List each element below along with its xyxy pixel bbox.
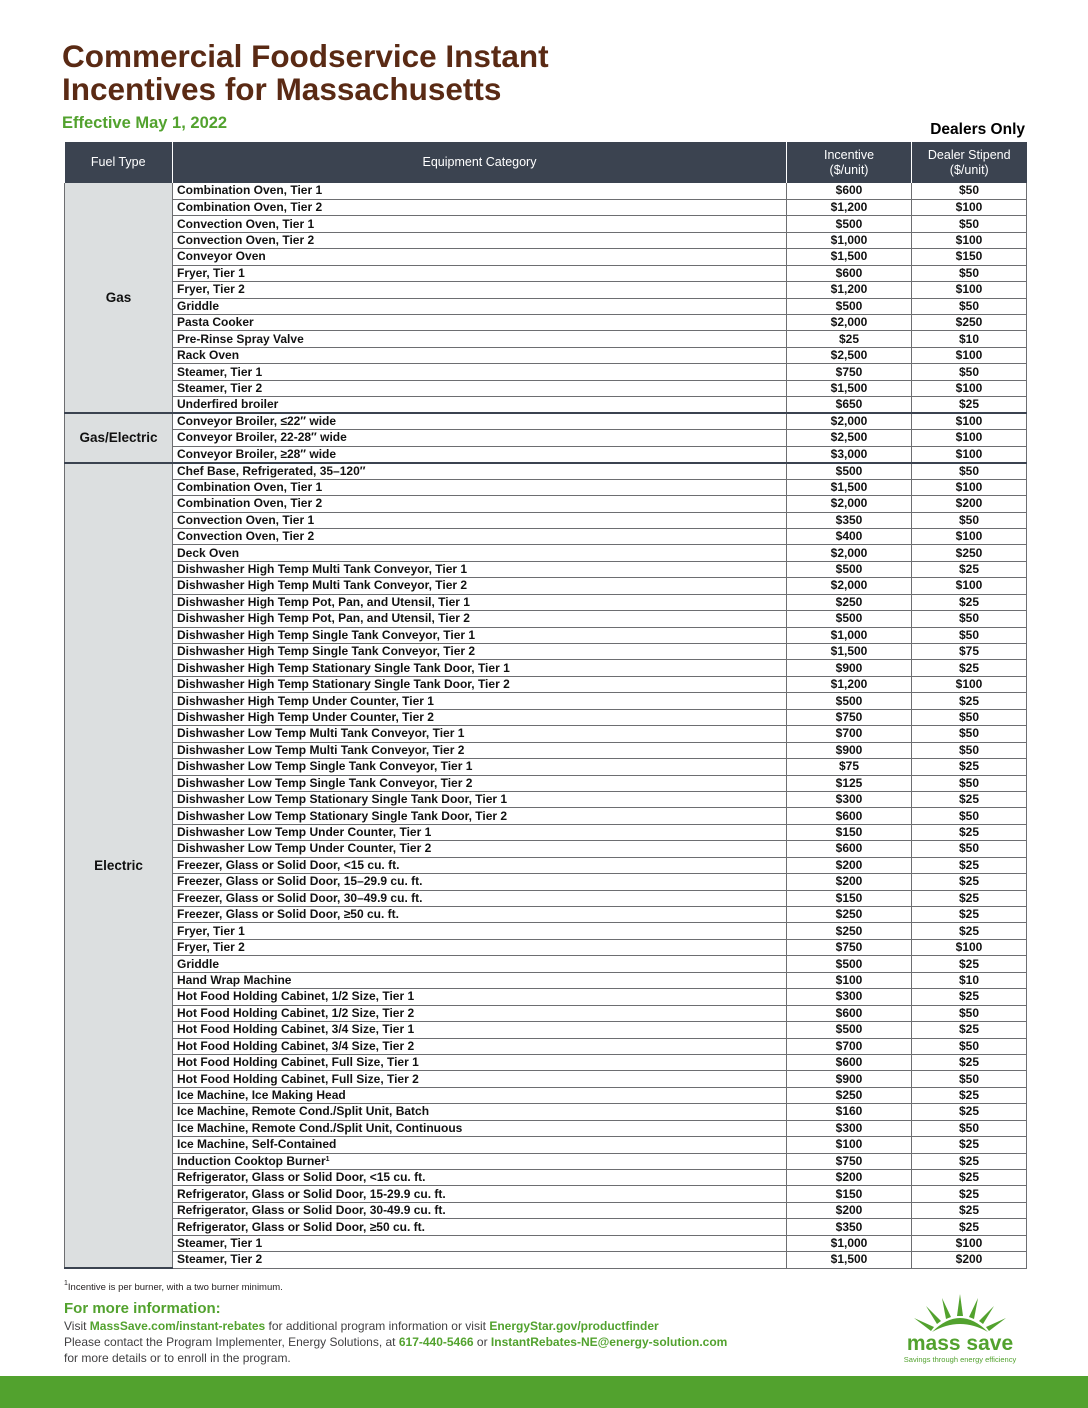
energystar-link[interactable]: EnergyStar.gov/productfinder: [489, 1319, 659, 1333]
equipment-category-cell: Freezer, Glass or Solid Door, <15 cu. ft.: [173, 857, 787, 873]
dealer-stipend-cell: $50: [912, 627, 1027, 643]
dealers-only-label: Dealers Only: [930, 121, 1025, 138]
equipment-category-cell: Hand Wrap Machine: [173, 972, 787, 988]
dealer-stipend-cell: $25: [912, 791, 1027, 807]
incentive-cell: $600: [787, 808, 912, 824]
incentive-cell: $750: [787, 939, 912, 955]
dealer-stipend-cell: $25: [912, 857, 1027, 873]
equipment-category-cell: Dishwasher High Temp Pot, Pan, and Utensil, Tier 1: [173, 594, 787, 610]
header-incentive: Incentive ($/unit): [787, 142, 912, 183]
dealer-stipend-cell: $25: [912, 1022, 1027, 1038]
dealer-stipend-cell: $100: [912, 282, 1027, 298]
equipment-category-cell: Hot Food Holding Cabinet, 3/4 Size, Tier 1: [173, 1022, 787, 1038]
table-row: [65, 726, 1027, 742]
equipment-category-cell: Combination Oven, Tier 1: [173, 183, 787, 199]
table-row: [65, 1005, 1027, 1021]
table-row: [65, 199, 1027, 215]
table-row: [65, 759, 1027, 775]
equipment-category-cell: Dishwasher Low Temp Under Counter, Tier 2: [173, 841, 787, 857]
equipment-category-cell: Dishwasher Low Temp Stationary Single Tank Door, Tier 2: [173, 808, 787, 824]
incentive-cell: $600: [787, 841, 912, 857]
incentive-cell: $750: [787, 1153, 912, 1169]
table-row: [65, 282, 1027, 298]
table-row: [65, 709, 1027, 725]
dealer-stipend-cell: $200: [912, 1252, 1027, 1268]
equipment-category-cell: Ice Machine, Self-Contained: [173, 1137, 787, 1153]
equipment-category-cell: Hot Food Holding Cabinet, 1/2 Size, Tier 2: [173, 1005, 787, 1021]
dealer-stipend-cell: $250: [912, 545, 1027, 561]
equipment-category-cell: Dishwasher Low Temp Multi Tank Conveyor, Tier 1: [173, 726, 787, 742]
table-row: [65, 216, 1027, 232]
table-row: [65, 380, 1027, 396]
incentive-cell: $500: [787, 561, 912, 577]
equipment-category-cell: Freezer, Glass or Solid Door, 15–29.9 cu. ft.: [173, 874, 787, 890]
equipment-category-cell: Freezer, Glass or Solid Door, 30–49.9 cu. ft.: [173, 890, 787, 906]
dealer-stipend-cell: $100: [912, 446, 1027, 463]
incentive-cell: $100: [787, 972, 912, 988]
table-row: [65, 956, 1027, 972]
phone-number[interactable]: 617-440-5466: [398, 1335, 474, 1349]
table-header-row: [65, 142, 1027, 183]
fuel-type-cell: Gas: [65, 183, 173, 413]
dealer-stipend-cell: $25: [912, 1219, 1027, 1235]
equipment-category-cell: Pasta Cooker: [173, 315, 787, 331]
incentives-table: [64, 142, 1027, 1269]
dealer-stipend-cell: $25: [912, 660, 1027, 676]
dealer-stipend-cell: $25: [912, 1137, 1027, 1153]
table-row: [65, 298, 1027, 314]
equipment-category-cell: Fryer, Tier 1: [173, 923, 787, 939]
effective-date: Effective May 1, 2022: [62, 114, 228, 132]
equipment-category-cell: Refrigerator, Glass or Solid Door, 30-49.9 cu. ft.: [173, 1202, 787, 1218]
incentive-cell: $1,200: [787, 282, 912, 298]
equipment-category-cell: Conveyor Broiler, ≤22″ wide: [173, 413, 787, 430]
incentive-cell: $500: [787, 298, 912, 314]
table-row: [65, 907, 1027, 923]
incentive-cell: $1,000: [787, 232, 912, 248]
equipment-category-cell: Griddle: [173, 956, 787, 972]
incentive-cell: $500: [787, 216, 912, 232]
incentive-cell: $700: [787, 1038, 912, 1054]
table-row: [65, 1071, 1027, 1087]
masssave-link[interactable]: MassSave.com/instant-rebates: [89, 1319, 266, 1333]
incentives-table-container: [64, 142, 1026, 1269]
dealer-stipend-cell: $10: [912, 331, 1027, 347]
dealer-stipend-cell: $25: [912, 1153, 1027, 1169]
equipment-category-cell: Chef Base, Refrigerated, 35–120″: [173, 463, 787, 480]
incentive-cell: $2,500: [787, 347, 912, 363]
equipment-category-cell: Deck Oven: [173, 545, 787, 561]
table-row: [65, 1137, 1027, 1153]
mass-save-logo: [890, 1290, 1030, 1366]
equipment-category-cell: Griddle: [173, 298, 787, 314]
mass-save-sunburst-icon: [890, 1290, 1030, 1366]
equipment-category-cell: Dishwasher Low Temp Single Tank Conveyor, Tier 1: [173, 759, 787, 775]
dealer-stipend-cell: $25: [912, 1202, 1027, 1218]
table-row: [65, 413, 1027, 430]
incentive-cell: $200: [787, 1170, 912, 1186]
table-row: [65, 496, 1027, 512]
dealer-stipend-cell: $100: [912, 199, 1027, 215]
table-row: [65, 1038, 1027, 1054]
table-row: [65, 249, 1027, 265]
incentive-cell: $600: [787, 265, 912, 281]
incentive-cell: $500: [787, 611, 912, 627]
incentive-cell: $2,000: [787, 496, 912, 512]
table-row: [65, 1022, 1027, 1038]
equipment-category-cell: Ice Machine, Ice Making Head: [173, 1087, 787, 1103]
incentive-cell: $1,200: [787, 676, 912, 692]
dealer-stipend-cell: $25: [912, 759, 1027, 775]
equipment-category-cell: Combination Oven, Tier 1: [173, 479, 787, 495]
dealer-stipend-cell: $50: [912, 364, 1027, 380]
dealer-stipend-cell: $10: [912, 972, 1027, 988]
incentive-cell: $2,500: [787, 430, 912, 446]
dealer-stipend-cell: $25: [912, 1170, 1027, 1186]
table-row: [65, 364, 1027, 380]
equipment-category-cell: Hot Food Holding Cabinet, Full Size, Tier 1: [173, 1054, 787, 1070]
table-row: [65, 890, 1027, 906]
incentive-cell: $200: [787, 857, 912, 873]
table-row: [65, 446, 1027, 463]
dealer-stipend-cell: $25: [912, 907, 1027, 923]
dealer-stipend-cell: $50: [912, 463, 1027, 480]
incentive-cell: $200: [787, 1202, 912, 1218]
equipment-category-cell: Dishwasher High Temp Under Counter, Tier 1: [173, 693, 787, 709]
equipment-category-cell: Combination Oven, Tier 2: [173, 496, 787, 512]
incentive-cell: $500: [787, 956, 912, 972]
table-row: [65, 1235, 1027, 1251]
dealer-stipend-cell: $50: [912, 183, 1027, 199]
table-row: [65, 989, 1027, 1005]
logo-wordmark: mass save: [906, 1332, 1014, 1355]
incentive-cell: $500: [787, 1022, 912, 1038]
incentive-cell: $250: [787, 923, 912, 939]
incentive-cell: $100: [787, 1137, 912, 1153]
table-row: [65, 528, 1027, 544]
incentive-cell: $250: [787, 1087, 912, 1103]
header-dealer-stipend: Dealer Stipend ($/unit): [912, 142, 1027, 183]
logo-tagline: Savings through energy efficiency: [903, 1355, 1017, 1364]
equipment-category-cell: Dishwasher High Temp Multi Tank Conveyor, Tier 2: [173, 578, 787, 594]
incentive-cell: $500: [787, 463, 912, 480]
header-fuel-type: Fuel Type: [65, 142, 173, 183]
incentive-cell: $300: [787, 989, 912, 1005]
equipment-category-cell: Induction Cooktop Burner$^1$: [173, 1153, 787, 1169]
incentive-cell: $150: [787, 890, 912, 906]
equipment-category-cell: Dishwasher Low Temp Single Tank Conveyor, Tier 2: [173, 775, 787, 791]
table-body: [65, 183, 1027, 1268]
incentive-cell: $600: [787, 183, 912, 199]
equipment-category-cell: Combination Oven, Tier 2: [173, 199, 787, 215]
equipment-category-cell: Dishwasher High Temp Pot, Pan, and Utensil, Tier 2: [173, 611, 787, 627]
table-row: [65, 611, 1027, 627]
incentive-cell: $2,000: [787, 545, 912, 561]
equipment-category-cell: Ice Machine, Remote Cond./Split Unit, Batch: [173, 1104, 787, 1120]
dealer-stipend-cell: $50: [912, 298, 1027, 314]
dealer-stipend-cell: $50: [912, 808, 1027, 824]
table-row: [65, 874, 1027, 890]
equipment-category-cell: Fryer, Tier 2: [173, 939, 787, 955]
incentive-cell: $75: [787, 759, 912, 775]
footnote-text: Incentive is per burner, with a two burner minimum.: [67, 1282, 283, 1293]
table-row: [65, 183, 1027, 199]
incentive-cell: $350: [787, 512, 912, 528]
equipment-category-cell: Dishwasher High Temp Stationary Single Tank Door, Tier 1: [173, 660, 787, 676]
dealer-stipend-cell: $50: [912, 1038, 1027, 1054]
dealer-stipend-cell: $25: [912, 1186, 1027, 1202]
incentive-cell: $900: [787, 1071, 912, 1087]
dealer-stipend-cell: $150: [912, 249, 1027, 265]
incentive-cell: $600: [787, 1054, 912, 1070]
dealer-stipend-cell: $50: [912, 512, 1027, 528]
table-row: [65, 841, 1027, 857]
equipment-category-cell: Ice Machine, Remote Cond./Split Unit, Continuous: [173, 1120, 787, 1136]
incentive-cell: $900: [787, 742, 912, 758]
dealer-stipend-cell: $100: [912, 676, 1027, 692]
incentive-cell: $160: [787, 1104, 912, 1120]
incentive-cell: $500: [787, 693, 912, 709]
dealer-stipend-cell: $100: [912, 232, 1027, 248]
info-line-1: Visit MassSave.com/instant-rebates for additional program information or visit EnergyStar.gov/productfinder: [64, 1319, 659, 1333]
dealer-stipend-cell: $50: [912, 265, 1027, 281]
footer-green-bar: [0, 1376, 1088, 1408]
table-row: [65, 315, 1027, 331]
table-row: [65, 1202, 1027, 1218]
incentive-cell: $900: [787, 660, 912, 676]
incentive-cell: $1,500: [787, 380, 912, 396]
table-row: [65, 808, 1027, 824]
dealer-stipend-cell: $50: [912, 841, 1027, 857]
table-row: [65, 1252, 1027, 1268]
table-row: [65, 512, 1027, 528]
equipment-category-cell: Dishwasher Low Temp Multi Tank Conveyor, Tier 2: [173, 742, 787, 758]
dealer-stipend-cell: $100: [912, 413, 1027, 430]
table-row: [65, 1153, 1027, 1169]
table-row: [65, 1104, 1027, 1120]
dealer-stipend-cell: $25: [912, 1087, 1027, 1103]
dealer-stipend-cell: $50: [912, 1071, 1027, 1087]
equipment-category-cell: Conveyor Broiler, 22-28″ wide: [173, 430, 787, 446]
incentive-cell: $150: [787, 824, 912, 840]
info-line-3: for more details or to enroll in the program.: [64, 1351, 291, 1365]
dealer-stipend-cell: $100: [912, 479, 1027, 495]
page-title: [62, 40, 762, 106]
footnote-ref: 1: [325, 1155, 330, 1163]
equipment-category-cell: Underfired broiler: [173, 397, 787, 414]
dealer-stipend-cell: $25: [912, 874, 1027, 890]
dealer-stipend-cell: $25: [912, 1054, 1027, 1070]
dealer-stipend-cell: $50: [912, 611, 1027, 627]
header-equipment-category: Equipment Category: [173, 142, 787, 183]
dealer-stipend-cell: $100: [912, 430, 1027, 446]
equipment-category-cell: Freezer, Glass or Solid Door, ≥50 cu. ft.: [173, 907, 787, 923]
dealer-stipend-cell: $25: [912, 923, 1027, 939]
incentive-cell: $2,000: [787, 578, 912, 594]
table-row: [65, 1120, 1027, 1136]
table-row: [65, 627, 1027, 643]
table-row: [65, 265, 1027, 281]
incentive-cell: $200: [787, 874, 912, 890]
table-row: [65, 232, 1027, 248]
table-row: [65, 463, 1027, 480]
table-row: [65, 972, 1027, 988]
equipment-category-cell: Dishwasher High Temp Multi Tank Conveyor, Tier 1: [173, 561, 787, 577]
dealer-stipend-cell: $100: [912, 1235, 1027, 1251]
dealer-stipend-cell: $100: [912, 528, 1027, 544]
dealer-stipend-cell: $25: [912, 594, 1027, 610]
incentive-cell: $600: [787, 1005, 912, 1021]
dealer-stipend-cell: $50: [912, 775, 1027, 791]
equipment-category-cell: Steamer, Tier 2: [173, 1252, 787, 1268]
table-row: [65, 693, 1027, 709]
dealer-stipend-cell: $100: [912, 380, 1027, 396]
dealer-stipend-cell: $50: [912, 742, 1027, 758]
dealer-stipend-cell: $50: [912, 216, 1027, 232]
more-info-heading: For more information:: [64, 1300, 221, 1317]
table-row: [65, 923, 1027, 939]
table-row: [65, 594, 1027, 610]
incentive-cell: $150: [787, 1186, 912, 1202]
incentive-cell: $700: [787, 726, 912, 742]
table-row: [65, 824, 1027, 840]
equipment-category-cell: Hot Food Holding Cabinet, Full Size, Tier 2: [173, 1071, 787, 1087]
table-row: [65, 857, 1027, 873]
incentive-cell: $1,500: [787, 479, 912, 495]
incentive-cell: $250: [787, 594, 912, 610]
incentive-cell: $750: [787, 709, 912, 725]
dealer-stipend-cell: $250: [912, 315, 1027, 331]
incentive-cell: $1,200: [787, 199, 912, 215]
dealer-stipend-cell: $200: [912, 496, 1027, 512]
table-row: [65, 791, 1027, 807]
equipment-category-cell: Pre-Rinse Spray Valve: [173, 331, 787, 347]
equipment-category-cell: Dishwasher High Temp Under Counter, Tier 2: [173, 709, 787, 725]
dealer-stipend-cell: $100: [912, 347, 1027, 363]
email-link[interactable]: InstantRebates-NE@energy-solution.com: [490, 1335, 728, 1349]
table-row: [65, 561, 1027, 577]
dealer-stipend-cell: $25: [912, 561, 1027, 577]
incentive-cell: $2,000: [787, 315, 912, 331]
equipment-category-cell: Refrigerator, Glass or Solid Door, ≥50 cu. ft.: [173, 1219, 787, 1235]
equipment-category-cell: Steamer, Tier 1: [173, 1235, 787, 1251]
dealer-stipend-cell: $25: [912, 824, 1027, 840]
equipment-category-cell: Convection Oven, Tier 1: [173, 512, 787, 528]
table-row: [65, 1054, 1027, 1070]
table-row: [65, 939, 1027, 955]
table-row: [65, 1219, 1027, 1235]
fuel-type-cell: Electric: [65, 463, 173, 1269]
incentive-cell: $1,500: [787, 644, 912, 660]
table-row: [65, 676, 1027, 692]
info-line-2: Please contact the Program Implementer, Energy Solutions, at 617-440-5466 or InstantRebates-NE@energy-solution.com: [64, 1335, 728, 1349]
title-line-1: Commercial Foodservice Instant: [62, 38, 549, 74]
dealer-stipend-cell: $75: [912, 644, 1027, 660]
incentive-cell: $250: [787, 907, 912, 923]
table-row: [65, 331, 1027, 347]
equipment-category-cell: Dishwasher High Temp Single Tank Conveyor, Tier 2: [173, 644, 787, 660]
equipment-category-cell: Conveyor Oven: [173, 249, 787, 265]
incentive-cell: $125: [787, 775, 912, 791]
incentive-cell: $1,500: [787, 249, 912, 265]
equipment-category-cell: Fryer, Tier 2: [173, 282, 787, 298]
incentive-cell: $300: [787, 1120, 912, 1136]
incentive-cell: $25: [787, 331, 912, 347]
dealer-stipend-cell: $50: [912, 709, 1027, 725]
equipment-category-cell: Convection Oven, Tier 2: [173, 528, 787, 544]
equipment-category-cell: Hot Food Holding Cabinet, 3/4 Size, Tier 2: [173, 1038, 787, 1054]
dealer-stipend-cell: $25: [912, 989, 1027, 1005]
table-row: [65, 1186, 1027, 1202]
incentive-cell: $750: [787, 364, 912, 380]
dealer-stipend-cell: $50: [912, 1120, 1027, 1136]
incentive-cell: $1,000: [787, 1235, 912, 1251]
fuel-type-cell: Gas/Electric: [65, 413, 173, 462]
equipment-category-cell: Dishwasher High Temp Stationary Single Tank Door, Tier 2: [173, 676, 787, 692]
incentive-cell: $1,500: [787, 1252, 912, 1268]
contact-info: [64, 1318, 884, 1366]
dealer-stipend-cell: $25: [912, 890, 1027, 906]
incentive-cell: $3,000: [787, 446, 912, 463]
table-row: [65, 742, 1027, 758]
equipment-category-cell: Rack Oven: [173, 347, 787, 363]
dealer-stipend-cell: $25: [912, 693, 1027, 709]
equipment-category-cell: Dishwasher Low Temp Stationary Single Tank Door, Tier 1: [173, 791, 787, 807]
table-row: [65, 644, 1027, 660]
table-row: [65, 545, 1027, 561]
table-row: [65, 430, 1027, 446]
incentive-cell: $400: [787, 528, 912, 544]
dealer-stipend-cell: $100: [912, 939, 1027, 955]
incentive-cell: $350: [787, 1219, 912, 1235]
dealer-stipend-cell: $50: [912, 726, 1027, 742]
equipment-category-cell: Fryer, Tier 1: [173, 265, 787, 281]
equipment-category-cell: Conveyor Broiler, ≥28″ wide: [173, 446, 787, 463]
footnote-mark: 1: [64, 1280, 68, 1287]
equipment-category-cell: Hot Food Holding Cabinet, 1/2 Size, Tier 1: [173, 989, 787, 1005]
incentive-cell: $2,000: [787, 413, 912, 430]
incentive-cell: $650: [787, 397, 912, 414]
equipment-category-cell: Refrigerator, Glass or Solid Door, 15-29.9 cu. ft.: [173, 1186, 787, 1202]
equipment-category-cell: Dishwasher Low Temp Under Counter, Tier 1: [173, 824, 787, 840]
table-row: [65, 775, 1027, 791]
title-line-2: Incentives for Massachusetts: [62, 71, 502, 107]
dealer-stipend-cell: $25: [912, 397, 1027, 414]
equipment-category-cell: Steamer, Tier 1: [173, 364, 787, 380]
equipment-category-cell: Steamer, Tier 2: [173, 380, 787, 396]
dealer-stipend-cell: $100: [912, 578, 1027, 594]
table-row: [65, 1170, 1027, 1186]
equipment-category-cell: Refrigerator, Glass or Solid Door, <15 cu. ft.: [173, 1170, 787, 1186]
table-row: [65, 578, 1027, 594]
table-row: [65, 397, 1027, 414]
dealer-stipend-cell: $25: [912, 1104, 1027, 1120]
equipment-category-cell: Dishwasher High Temp Single Tank Conveyor, Tier 1: [173, 627, 787, 643]
incentive-cell: $1,000: [787, 627, 912, 643]
equipment-category-cell: Convection Oven, Tier 1: [173, 216, 787, 232]
table-row: [65, 660, 1027, 676]
table-row: [65, 479, 1027, 495]
equipment-category-cell: Convection Oven, Tier 2: [173, 232, 787, 248]
dealer-stipend-cell: $25: [912, 956, 1027, 972]
dealer-stipend-cell: $50: [912, 1005, 1027, 1021]
incentive-cell: $300: [787, 791, 912, 807]
footnote: [64, 1282, 283, 1293]
table-row: [65, 1087, 1027, 1103]
table-row: [65, 347, 1027, 363]
